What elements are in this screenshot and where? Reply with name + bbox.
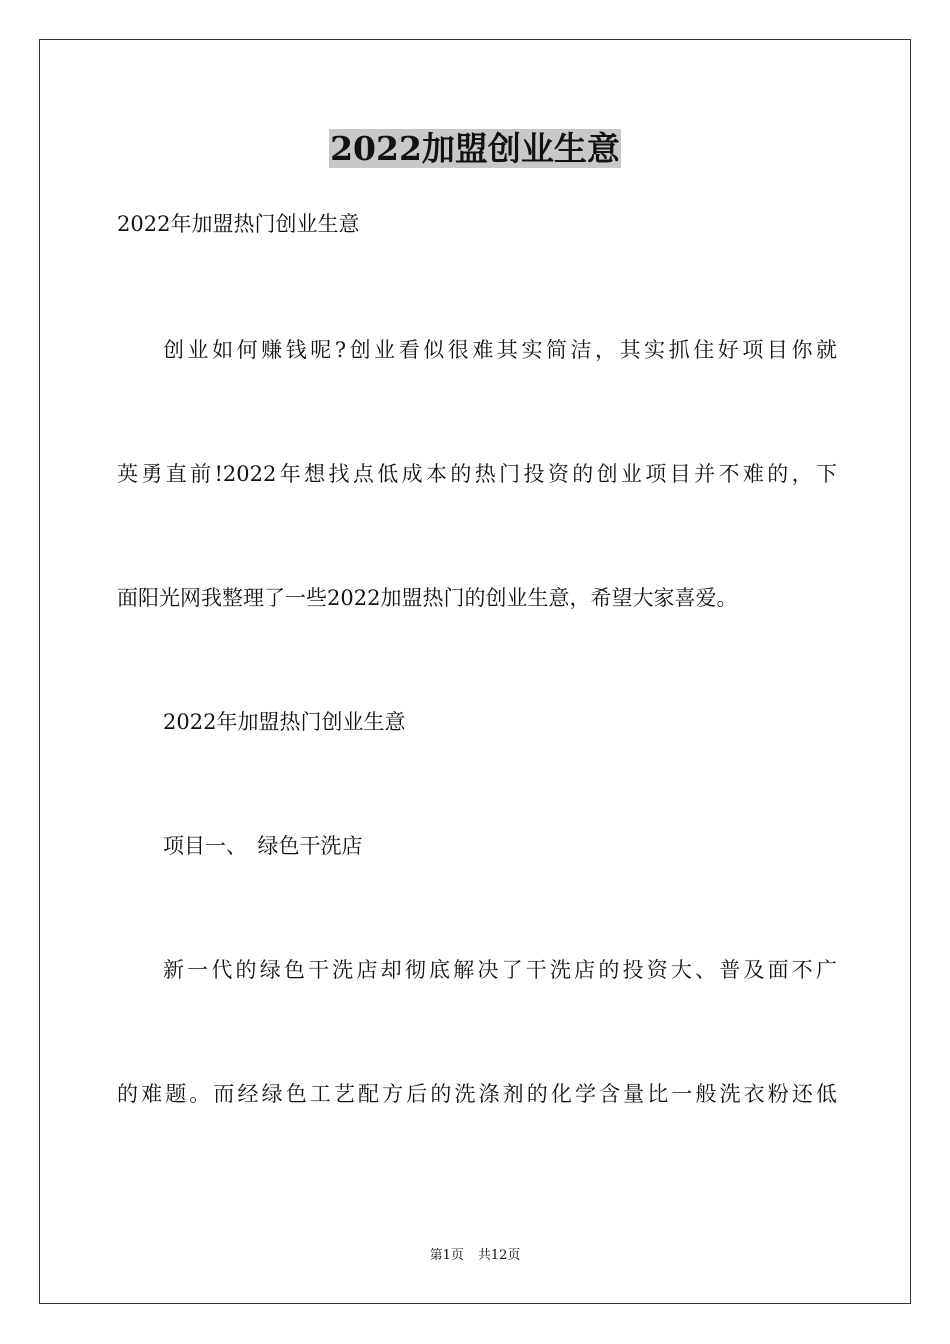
document-title	[0, 127, 950, 171]
document-subtitle: 2022年加盟热门创业生意	[117, 212, 360, 236]
page-footer	[0, 1247, 950, 1265]
page-number: 第1页	[429, 1248, 464, 1263]
section-heading: 2022年加盟热门创业生意	[163, 710, 406, 734]
paragraph-line: 的难题。而经绿色工艺配方后的洗涤剂的化学含量比一般洗衣粉还低	[117, 1082, 837, 1106]
project-heading: 项目一、 绿色干洗店	[163, 834, 363, 858]
paragraph-line: 新一代的绿色干洗店却彻底解决了干洗店的投资大、普及面不广	[163, 958, 837, 982]
page-total: 共12页	[477, 1248, 521, 1263]
document-title-text: 2022加盟创业生意	[330, 129, 620, 168]
paragraph-line: 面阳光网我整理了一些2022加盟热门的创业生意，希望大家喜爱。	[117, 586, 738, 610]
paragraph-line: 创业如何赚钱呢?创业看似很难其实简洁，其实抓住好项目你就	[163, 338, 837, 362]
paragraph-line: 英勇直前!2022年想找点低成本的热门投资的创业项目并不难的，下	[117, 462, 837, 486]
